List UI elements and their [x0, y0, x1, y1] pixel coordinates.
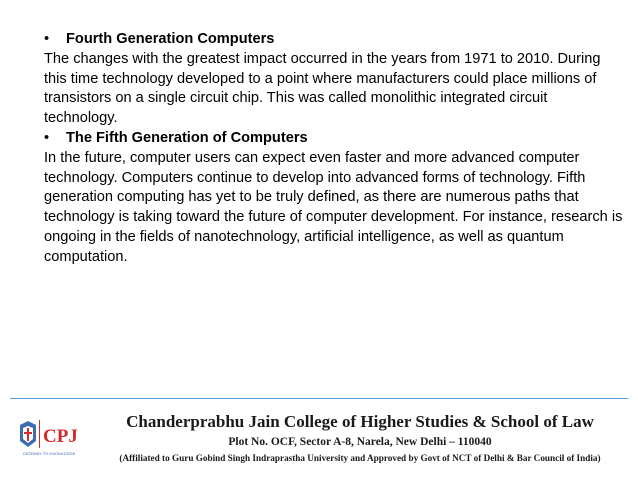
- footer-text-block: [92, 411, 628, 465]
- college-address: Plot No. OCF, Sector A-8, Narela, New Delhi – 110040: [228, 436, 492, 448]
- bullet-icon: •: [44, 129, 50, 146]
- svg-text:CPJ: CPJ: [43, 426, 78, 447]
- svg-text:GATEWAY TO KNOWLEDGE: GATEWAY TO KNOWLEDGE: [22, 451, 76, 456]
- section-heading-fourth-generation: [44, 30, 624, 50]
- college-logo: [14, 411, 84, 459]
- section-heading-fifth-generation: [44, 129, 624, 149]
- bullet-icon: •: [44, 31, 50, 47]
- heading-text: Fourth Generation Computers: [66, 31, 275, 47]
- college-name: Chanderprabhu Jain College of Higher Studies & School of Law: [126, 412, 594, 431]
- heading-text: The Fifth Generation of Computers: [66, 129, 308, 146]
- slide-content: [44, 30, 624, 268]
- college-affiliation: (Affiliated to Guru Gobind Singh Indraprastha University and Approved by Govt of NCT of Delhi & Bar Council of India): [119, 453, 601, 463]
- footer-divider: [10, 398, 628, 399]
- paragraph-fourth-generation: The changes with the greatest impact occurred in the years from 1971 to 2010. During this time technology developed to a point where manufacturers could place millions of transistors on a single circuit chip. This was called monolithic integrated circuit technology.: [44, 50, 601, 127]
- paragraph-fifth-generation: In the future, computer users can expect even faster and more advanced computer technology. Computers continue to develop into advanced forms of technology. Fifth generation computing has yet to be truly defined, as there are numerous paths that technology is taking toward the future of computer development. For instance, research is ongoing in the fields of nanotechnology, artificial intelligence, as well as quantum computation.: [44, 149, 623, 265]
